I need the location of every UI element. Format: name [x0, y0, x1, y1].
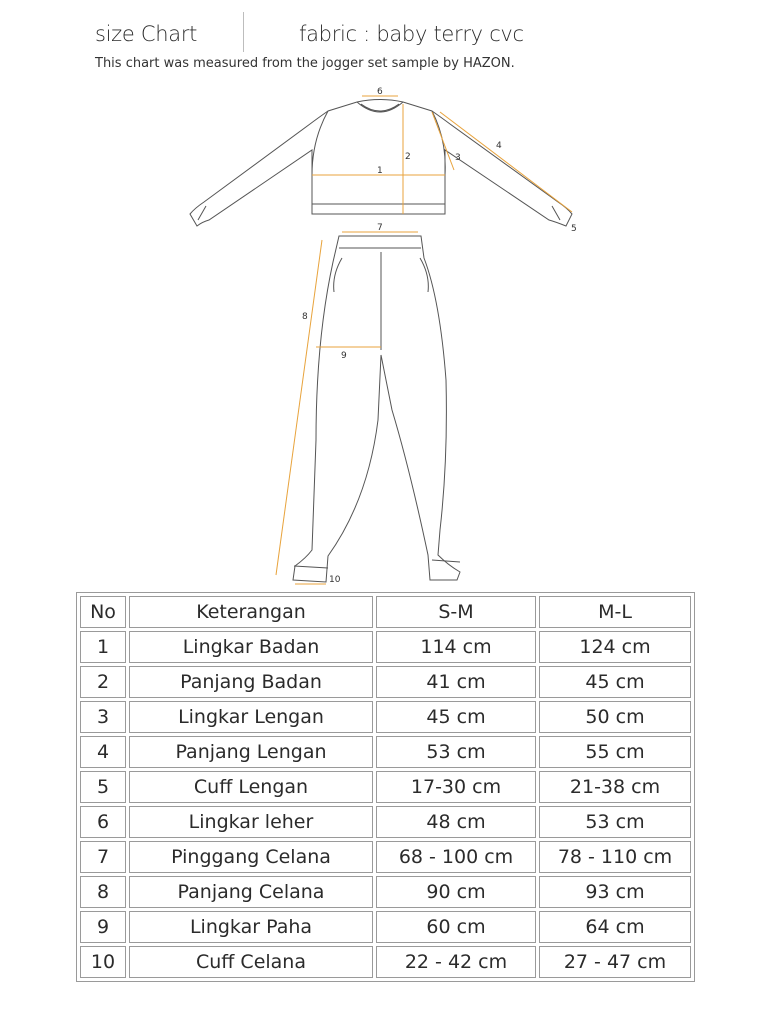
cell-ml: 45 cm: [539, 666, 691, 698]
jogger-body: [293, 236, 460, 582]
header-no: No: [80, 596, 126, 628]
cell-sm: 60 cm: [376, 911, 536, 943]
cell-sm: 68 - 100 cm: [376, 841, 536, 873]
cell-sm: 48 cm: [376, 806, 536, 838]
measure-label-4: 4: [496, 141, 502, 151]
measure-label-7: 7: [377, 223, 383, 233]
cell-keterangan: Lingkar Lengan: [129, 701, 373, 733]
measure-label-3: 3: [455, 153, 461, 163]
cell-keterangan: Lingkar Badan: [129, 631, 373, 663]
cell-keterangan: Cuff Lengan: [129, 771, 373, 803]
cell-ml: 27 - 47 cm: [539, 946, 691, 978]
jogger-illustration: [293, 236, 460, 582]
cell-sm: 90 cm: [376, 876, 536, 908]
table-header-row: [80, 596, 691, 628]
cell-no: 5: [80, 771, 126, 803]
header-size-ml: M-L: [539, 596, 691, 628]
measure-label-6: 6: [377, 87, 383, 97]
cell-no: 9: [80, 911, 126, 943]
table-row: [80, 736, 691, 768]
header: [0, 0, 768, 80]
cell-sm: 114 cm: [376, 631, 536, 663]
cell-no: 3: [80, 701, 126, 733]
cell-keterangan: Panjang Lengan: [129, 736, 373, 768]
cell-keterangan: Lingkar leher: [129, 806, 373, 838]
cell-ml: 93 cm: [539, 876, 691, 908]
cell-ml: 21-38 cm: [539, 771, 691, 803]
table-row: [80, 946, 691, 978]
header-divider: [243, 12, 244, 52]
measure-label-9: 9: [341, 351, 347, 361]
cell-no: 6: [80, 806, 126, 838]
cell-ml: 64 cm: [539, 911, 691, 943]
cell-sm: 53 cm: [376, 736, 536, 768]
cell-keterangan: Lingkar Paha: [129, 911, 373, 943]
cell-ml: 124 cm: [539, 631, 691, 663]
garment-diagram: [0, 80, 768, 590]
fabric-label: fabric : baby terry cvc: [299, 22, 524, 46]
size-table-wrapper: [76, 592, 695, 982]
table-row: [80, 631, 691, 663]
sweatshirt-body: [190, 100, 572, 227]
cell-sm: 17-30 cm: [376, 771, 536, 803]
cell-no: 4: [80, 736, 126, 768]
measure-label-8: 8: [302, 312, 308, 322]
table-row: [80, 876, 691, 908]
table-row: [80, 701, 691, 733]
cell-no: 8: [80, 876, 126, 908]
measure-label-5: 5: [571, 224, 577, 234]
measure-label-1: 1: [377, 166, 383, 176]
chart-title: size Chart: [95, 22, 198, 46]
cell-ml: 78 - 110 cm: [539, 841, 691, 873]
cell-ml: 53 cm: [539, 806, 691, 838]
header-size-sm: S-M: [376, 596, 536, 628]
measurement-note: This chart was measured from the jogger set sample by HAZON.: [95, 56, 515, 71]
cell-ml: 50 cm: [539, 701, 691, 733]
cell-sm: 22 - 42 cm: [376, 946, 536, 978]
table-row: [80, 771, 691, 803]
cell-no: 10: [80, 946, 126, 978]
table-row: [80, 666, 691, 698]
measure-label-2: 2: [405, 152, 411, 162]
cell-ml: 55 cm: [539, 736, 691, 768]
cell-sm: 41 cm: [376, 666, 536, 698]
cell-keterangan: Pinggang Celana: [129, 841, 373, 873]
measure-label-10: 10: [329, 575, 341, 585]
table-row: [80, 806, 691, 838]
cell-no: 1: [80, 631, 126, 663]
size-table: [76, 592, 695, 982]
sweatshirt-illustration: [190, 100, 572, 227]
cell-keterangan: Cuff Celana: [129, 946, 373, 978]
cell-no: 2: [80, 666, 126, 698]
table-row: [80, 911, 691, 943]
cell-keterangan: Panjang Celana: [129, 876, 373, 908]
header-keterangan: Keterangan: [129, 596, 373, 628]
cell-no: 7: [80, 841, 126, 873]
cell-sm: 45 cm: [376, 701, 536, 733]
cell-keterangan: Panjang Badan: [129, 666, 373, 698]
table-row: [80, 841, 691, 873]
